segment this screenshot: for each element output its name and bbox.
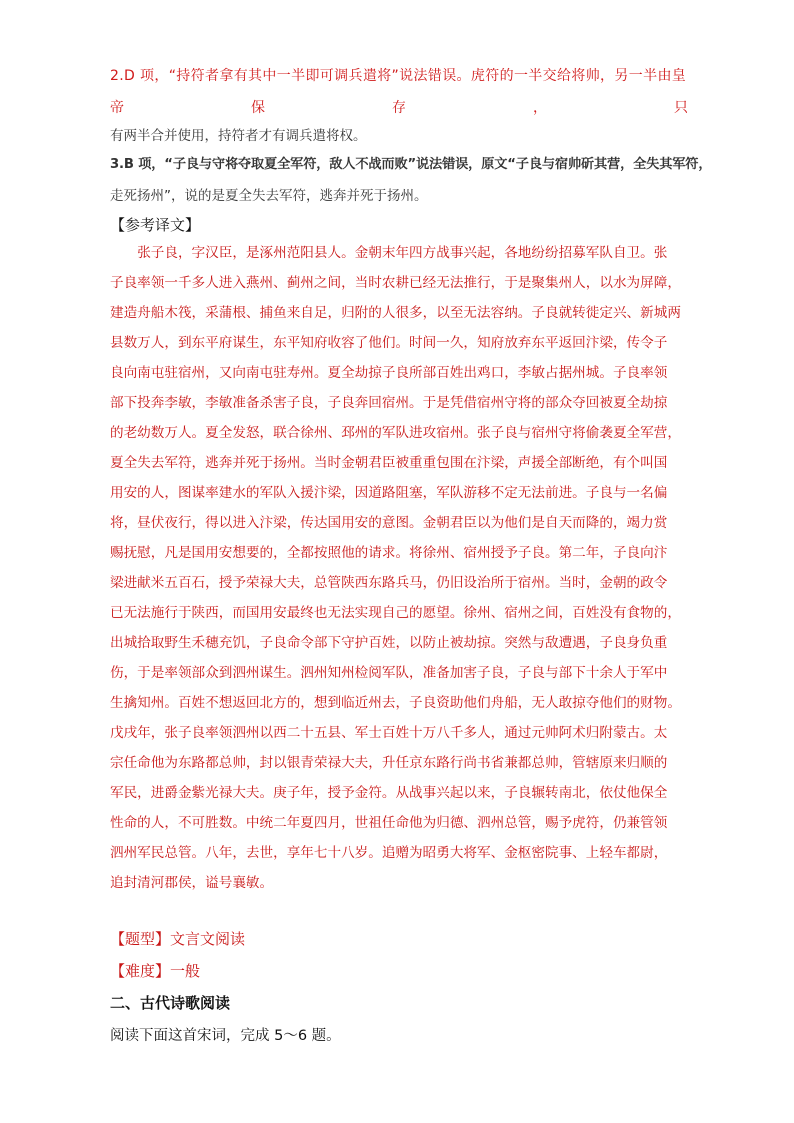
section-heading: 二、古代诗歌阅读 [110,994,231,1012]
translation-row: 用安的人，图谋率建水的军队入援汴梁，因道路阻塞，军队游移不定无法前进。子良与一名偏 [110,485,668,501]
translation-row: 夏全失去军符，逃奔并死于扬州。当时金朝君臣被重重包围在汴梁，声援全部断绝，有个叫国 [110,455,668,471]
translation-row: 伤，于是率领部众到泗州谋生。泗州知州检阅军队，准备加害子良，子良与部下十余人于军中 [110,665,668,681]
difficulty [110,960,200,981]
translation-row: 军民，进爵金紫光禄大夫。庚子年，授予金符。从战事兴起以来，子良辗转南北，依仗他保全 [110,785,668,801]
translation-body [110,238,686,898]
difficulty-value: 一般 [170,962,201,980]
translation-row: 宗任命他为东路都总帅，封以银青荣禄大夫，升任京东路行尚书省兼都总帅，管辖原来归顺的 [110,755,668,771]
spread-char: 只 [674,100,688,116]
spread-char: 保 [251,100,265,116]
translation-row: 良向南屯驻宿州，又向南屯驻寿州。夏全劫掠子良所部百姓出鸡口，李敏占据州城。子良率领 [110,365,668,381]
translation-row: 生擒知州。百姓不想返回北方的，想到临近州去，子良资助他们舟船，无人敢掠夺他们的财物。 [110,695,681,711]
answer-3-line-2: 走死扬州”，说的是夏全失去军符，逃奔并死于扬州。 [110,188,428,204]
spread-char: 帝 [110,100,124,116]
translation-row: 将，昼伏夜行，得以进入汴梁，传达国用安的意图。金朝君臣以为他们是自天而降的，竭力赏 [110,515,668,531]
translation-row: 子良率领一千多人进入燕州、蓟州之间，当时农耕已经无法推行，于是聚集州人，以水为屏障， [110,275,681,291]
translation-row: 戊戌年，张子良率领泗州以西二十五县、军士百姓十万八千多人，通过元帅阿术归附蒙古。太 [110,725,668,741]
translation-row: 已无法施行于陕西，而国用安最终也无法实现自己的愿望。徐州、宿州之间，百姓没有食物的， [110,605,681,621]
question-type-value: 文言文阅读 [170,930,246,948]
section-instruction: 阅读下面这首宋词，完成 5～6 题。 [110,1028,341,1044]
difficulty-label: 【难度】 [110,962,171,980]
answer-3-line-1: 3.B 项，“子良与守将夺取夏全军符，敌人不战而败”说法错误，原文“子良与宿帅斫其营，全失其军符， [110,157,712,172]
answer-2-line-1: 2.D 项，“持符者拿有其中一半即可调兵遣将”说法错误。虎符的一半交给将帅，另一半由皇 [110,68,687,84]
translation-row: 张子良，字汉臣，是涿州范阳县人。金朝末年四方战事兴起，各地纷纷招募军队自卫。张 [137,245,668,261]
question-type-label: 【题型】 [110,930,171,948]
translation-row: 追封清河郡侯，谥号襄敏。 [110,875,274,891]
translation-row: 性命的人，不可胜数。中统二年夏四月，世祖任命他为归德、泗州总管，赐予虎符，仍兼管领 [110,815,668,831]
translation-heading: 【参考译文】 [110,216,201,234]
answer-2-spread-line [110,98,688,118]
translation-row: 的老幼数万人。夏全发怒，联合徐州、邳州的军队进攻宿州。张子良与宿州守将偷袭夏全军营， [110,425,681,441]
question-type [110,928,245,949]
translation-row: 县数万人，到东平府谋生，东平知府收容了他们。时间一久，知府放弃东平返回汴梁，传令子 [110,335,668,351]
translation-row: 出城拾取野生禾穗充饥，子良命令部下守护百姓，以防止被劫掠。突然与敌遭遇，子良身负重 [110,635,668,651]
spread-char: 存 [392,100,406,116]
translation-row: 赐抚慰，凡是国用安想要的，全都按照他的请求。将徐州、宿州授予子良。第二年，子良向汴 [110,545,668,561]
translation-row: 梁进献米五百石，授予荣禄大夫，总管陕西东路兵马，仍旧设治所于宿州。当时，金朝的政令 [110,575,668,591]
translation-row: 泗州军民总管。八年，去世，享年七十八岁。追赠为昭勇大将军、金枢密院事、上轻车都尉， [110,845,668,861]
answer-2-line-3: 有两半合并使用，持符者才有调兵遣将权。 [110,128,367,144]
translation-row: 建造舟船木筏，采蒲根、捕鱼来自足，归附的人很多，以至无法容纳。子良就转徙定兴、新城两 [110,305,681,321]
translation-row: 部下投奔李敏，李敏准备杀害子良，子良奔回宿州。于是凭借宿州守将的部众夺回被夏全劫掠 [110,395,668,411]
spread-char: ， [533,100,547,116]
